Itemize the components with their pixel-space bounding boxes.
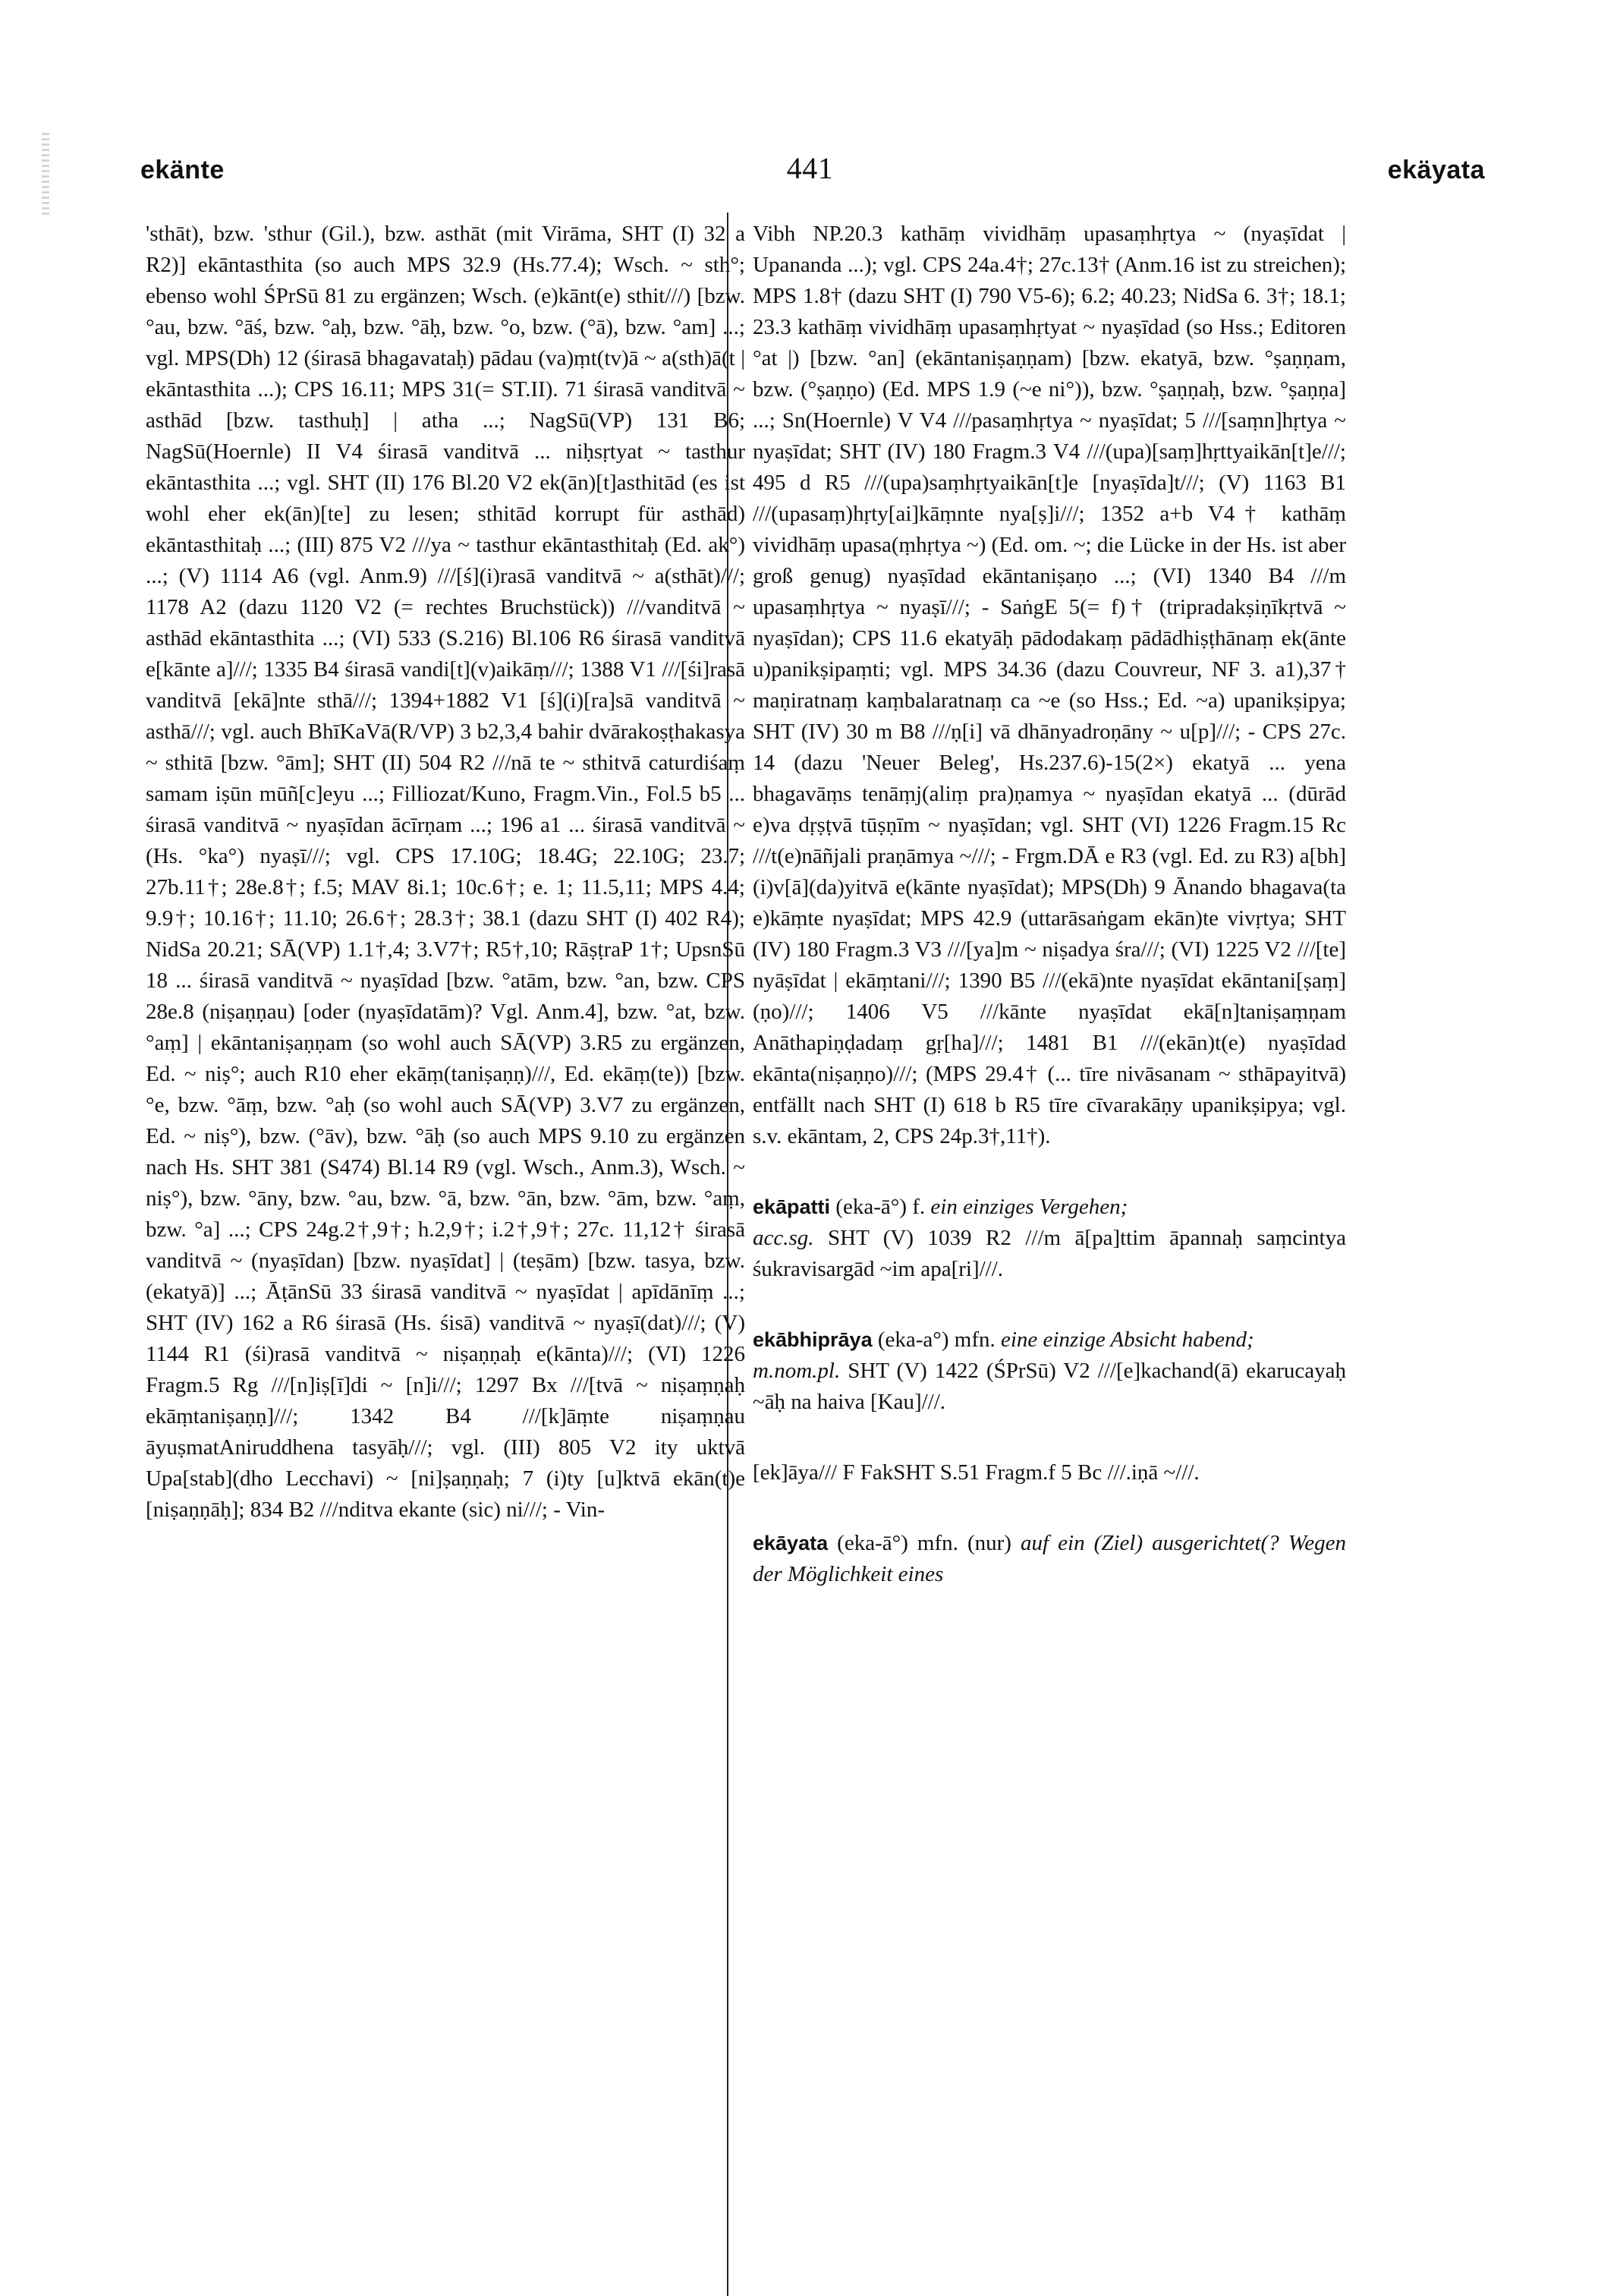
right-column: [753, 219, 1346, 1590]
running-head-left: ekänte: [140, 156, 225, 184]
entry-gloss: eine einzige Absicht habend;: [1001, 1328, 1254, 1352]
entry-grammar: (eka-ā°) f.: [830, 1195, 931, 1219]
entry-ekaya: [753, 1457, 1346, 1488]
right-column-continuation: Vibh NP.20.3 kathāṃ vividhāṃ upasaṃhṛtya ~ (nyaṣīdat | Upananda ...); vgl. CPS 24a.4†; 27c.13† (Anm.16 ist zu streichen); MPS 1.8† (dazu SHT (I) 790 V5-6); 6.2; 40.23; NidSa 6. 3†; 18.1; 23.3 kathāṃ vividhāṃ upasaṃhṛtyat ~ nyaṣīdad (so Hss.; Editoren °at |) [bzw. °an] (ekāntaniṣaṇṇam) [bzw. ekatyā, bzw. °ṣaṇṇam, bzw. (°ṣaṇṇo) (Ed. MPS 1.9 (~e ni°)), bzw. °ṣaṇṇaḥ, bzw. °ṣaṇṇa] ...; Sn(Hoernle) V V4 ///pasaṃhṛtya ~ nyaṣīdat; 5 ///[saṃn]hṛtya ~ nyaṣīdat; SHT (IV) 180 Fragm.3 V4 ///(upa)[saṃ]hṛttyaikān[t]e///; 495 d R5 ///(upa)saṃhṛtyaikān[t]e [nyaṣīda]t///; (V) 1163 B1 ///(upasaṃ)hṛty[ai]kāṃnte nya[ṣ]i///; 1352 a+b V4† kathāṃ vividhāṃ upasa(ṃhṛtya ~) (Ed. om. ~; die Lücke in der Hs. ist aber groß genug) nyaṣīdad ekāntaniṣaṇo ...; (VI) 1340 B4 ///m upasaṃhṛtya ~ nyaṣī///; - SaṅgE 5(= f)† (tripradakṣiṇīkṛtvā ~ nyaṣīdan); CPS 11.6 ekatyāḥ pādodakaṃ pādādhiṣṭhānaṃ ek(ānte u)panikṣipaṃti; vgl. MPS 34.36 (dazu Couvreur, NF 3. a1),37† maṇiratnaṃ kaṃbalaratnaṃ ca ~e (so Hss.; Ed. ~a) upanikṣipya; SHT (IV) 30 m B8 ///ṇ[i] vā dhānyadroṇāny ~ u[p]///; - CPS 27c. 14 (dazu 'Neuer Beleg', Hs.237.6)-15(2×) ekatyā ... yena bhagavāṃs tenāṃj(aliṃ pra)ṇamya ~ nyaṣīdan ekatyā ... (dūrād e)va dṛṣṭvā tūṣṇīm ~ nyaṣīdan; vgl. SHT (VI) 1226 Fragm.15 Rc ///t(e)nāñjali praṇāmya ~///; - Frgm.DĀ e R3 (vgl. Ed. zu R3) a[bh](i)v[ā](da)yitvā e(kānte nyaṣīdat); MPS(Dh) 9 Ānando bhagava(ta e)kāṃte nyaṣīdat; MPS 42.9 (uttarāsaṅgam ekān)te vivṛtya; SHT (IV) 180 Fragm.3 V3 ///[ya]m ~ niṣadya śra///; (VI) 1225 V2 ///[te] nyāṣīdat | ekāṃtani///; 1390 B5 ///(ekā)nte nyaṣīdat ekāntani[ṣaṃ](ṇo)///; 1406 V5 ///kānte nyaṣīdat ekā[n]taniṣaṃṇam Anāthapiṇḍadaṃ gṛ[ha]///; 1481 B1 ///(ekān)t(e) nyaṣīdad ekānta(niṣaṇṇo)///; (MPS 29.4† (... tīre nivāsanam ~ sthāpayitvā) entfällt nach SHT (I) 618 b R5 tīre cīvarakāṇy upanikṣipya; vgl. s.v. ekāntam, 2, CPS 24p.3†,11†).: [753, 222, 1346, 1148]
entry-gloss: auf ein (Ziel) ausgerichtet(? Wegen der Möglichkeit eines: [753, 1531, 1347, 1586]
entry-citation: SHT (V) 1422 (ŚPrSū) V2 ///[e]kachand(ā) ekarucayaḥ ~āḥ na haiva [Kau]///.: [753, 1359, 1346, 1414]
entry-ekabhipraya: [753, 1324, 1346, 1418]
running-head-right: ekäyata: [1387, 156, 1485, 184]
entry-grammar: (eka-ā°) mfn. (nur): [828, 1531, 1021, 1555]
entry-grammar: (eka-a°) mfn.: [872, 1328, 1001, 1352]
entry-fragment: [ek]āya/// F FakSHT S.51 Fragm.f 5 Bc ///.iṇā ~///.: [753, 1460, 1200, 1485]
left-column-text: 'sthāt), bzw. 'sthur (Gil.), bzw. asthāt (mit Virāma, SHT (I) 32 a R2)] ekāntasthita (so auch MPS 32.9 (Hs.77.4); Wsch. ~ sth°; ebenso wohl ŚPrSū 81 zu ergänzen; Wsch. (e)kānt(e) sthit///) [bzw. °au, bzw. °āś, bzw. °aḥ, bzw. °āḥ, bzw. °o, bzw. (°ā), bzw. °am] ...; vgl. MPS(Dh) 12 (śirasā bhagavataḥ) pādau (va)ṃt(tv)ā ~ a(sth)ā(t | ekāntasthita ...); CPS 16.11; MPS 31(= ST.II). 71 śirasā vanditvā ~ asthād [bzw. tasthuḥ] | atha ...; NagSū(VP) 131 B6; NagSū(Hoernle) II V4 śirasā vanditvā ... niḥsṛtyat ~ tasthur ekāntasthita ...; vgl. SHT (II) 176 Bl.20 V2 ek(ān)[t]asthitād (es ist wohl eher ek(ān)[te] zu lesen; sthitād korrupt für asthād) ekāntasthitaḥ ...; (III) 875 V2 ///ya ~ tasthur ekāntasthitaḥ (Ed. ak°) ...; (V) 1114 A6 (vgl. Anm.9) ///[ś](i)rasā vanditvā ~ a(sthāt)///; 1178 A2 (dazu 1120 V2 (= rechtes Bruchstück)) ///vanditvā ~ asthād ekāntasthita ...; (VI) 533 (S.216) Bl.106 R6 śirasā vanditvā e[kānte a]///; 1335 B4 śirasā vandi[t](v)aikāṃ///; 1388 V1 ///[śi]rasā vanditvā [ekā]nte sthā///; 1394+1882 V1 [ś](i)[ra]sā vanditvā ~ asthā///; vgl. auch BhīKaVā(R/VP) 3 b2,3,4 bahir dvārakoṣṭhakasya ~ sthitā [bzw. °ām]; SHT (II) 504 R2 ///nā te ~ sthitvā caturdiśaṃ samam iṣūn mūñ[c]eyu ...; Filliozat/Kuno, Fragm.Vin., Fol.5 b5 ... śirasā vanditvā ~ nyaṣīdan ācīrṇam ...; 196 a1 ... śirasā vanditvā ~ (Hs. °ka°) nyaṣī///; vgl. CPS 17.10G; 18.4G; 22.10G; 23.7; 27b.11†; 28e.8†; f.5; MAV 8i.1; 10c.6†; e. 1; 11.5,11; MPS 4.4; 9.9†; 10.16†; 11.10; 26.6†; 28.3†; 38.1 (dazu SHT (I) 402 R4); NidSa 20.21; SĀ(VP) 1.1†,4; 3.V7†; R5†,10; RāṣṭraP 1†; UpsnSū 18 ... śirasā vanditvā ~ nyaṣīdad [bzw. °atām, bzw. °an, bzw. CPS 28e.8 (niṣaṇṇau) [oder (nyaṣīdatām)? Vgl. Anm.4], bzw. °at, bzw. °aṃ] | ekāntaniṣaṇṇam (so wohl auch SĀ(VP) 3.R5 zu ergänzen, Ed. ~ niṣ°; auch R10 eher ekāṃ(taniṣaṇṇ)///, Ed. ekāṃ(te)) [bzw. °e, bzw. °āṃ, bzw. °aḥ (so wohl auch SĀ(VP) 3.V7 zu ergänzen, Ed. ~ niṣ°), bzw. (°āv), bzw. °āḥ (so auch MPS 9.10 zu ergänzen nach Hs. SHT 381 (S474) Bl.14 R9 (vgl. Wsch., Anm.3), Wsch. ~ niṣ°), bzw. °āny, bzw. °au, bzw. °ā, bzw. °ān, bzw. °ām, bzw. °aṃ, bzw. °a] ...; CPS 24g.2†,9†; h.2,9†; i.2†,9†; 27c. 11,12† śirasā vanditvā ~ (nyaṣīdan) [bzw. nyaṣīdat] | (teṣām) [bzw. tasya, bzw. (ekatyā)] ...; ĀṭānSū 33 śirasā vanditvā ~ nyaṣīdat | apīdānīṃ ...; SHT (IV) 162 a R6 śirasā (Hs. śisā) vanditvā ~ nyaṣī(dat)///; (V) 1144 R1 (śi)rasā vanditvā ~ niṣaṇṇaḥ e(kānta)///; (VI) 1226 Fragm.5 Rg ///[n]iṣ[ī]di ~ [n]i///; 1297 Bx ///[tvā ~ niṣaṃṇaḥ ekāṃtaniṣaṇṇ]///; 1342 B4 ///[k]āṃte niṣaṃṇau āyuṣmatAniruddhena tasyāḥ///; vgl. (III) 805 V2 ity uktvā Upa[stab](dho Lecchavi) ~ [ni]ṣaṇṇaḥ; 7 (i)ty [u]ktvā ekān(t)e [niṣaṇṇāḥ]; 834 B2 ///nditva ekante (sic) ni///; - Vin-: [146, 222, 745, 1522]
entry-citation: SHT (V) 1039 R2 ///m ā[pa]ttim āpannaḥ saṃcintya śukravisargād ~im apa[ri]///.: [753, 1226, 1346, 1281]
entry-headword: ekāyata: [753, 1532, 829, 1554]
entry-ekapatti: [753, 1192, 1346, 1285]
entry-form: m.nom.pl.: [753, 1359, 841, 1383]
entry-headword: ekāpatti: [753, 1195, 831, 1218]
left-column: [146, 219, 745, 1526]
entry-headword: ekābhiprāya: [753, 1328, 873, 1351]
entry-gloss: ein einziges Vergehen;: [930, 1195, 1128, 1219]
entry-form: acc.sg.: [753, 1226, 814, 1250]
page-number: 441: [786, 151, 834, 185]
entry-ekayata: [753, 1528, 1346, 1590]
